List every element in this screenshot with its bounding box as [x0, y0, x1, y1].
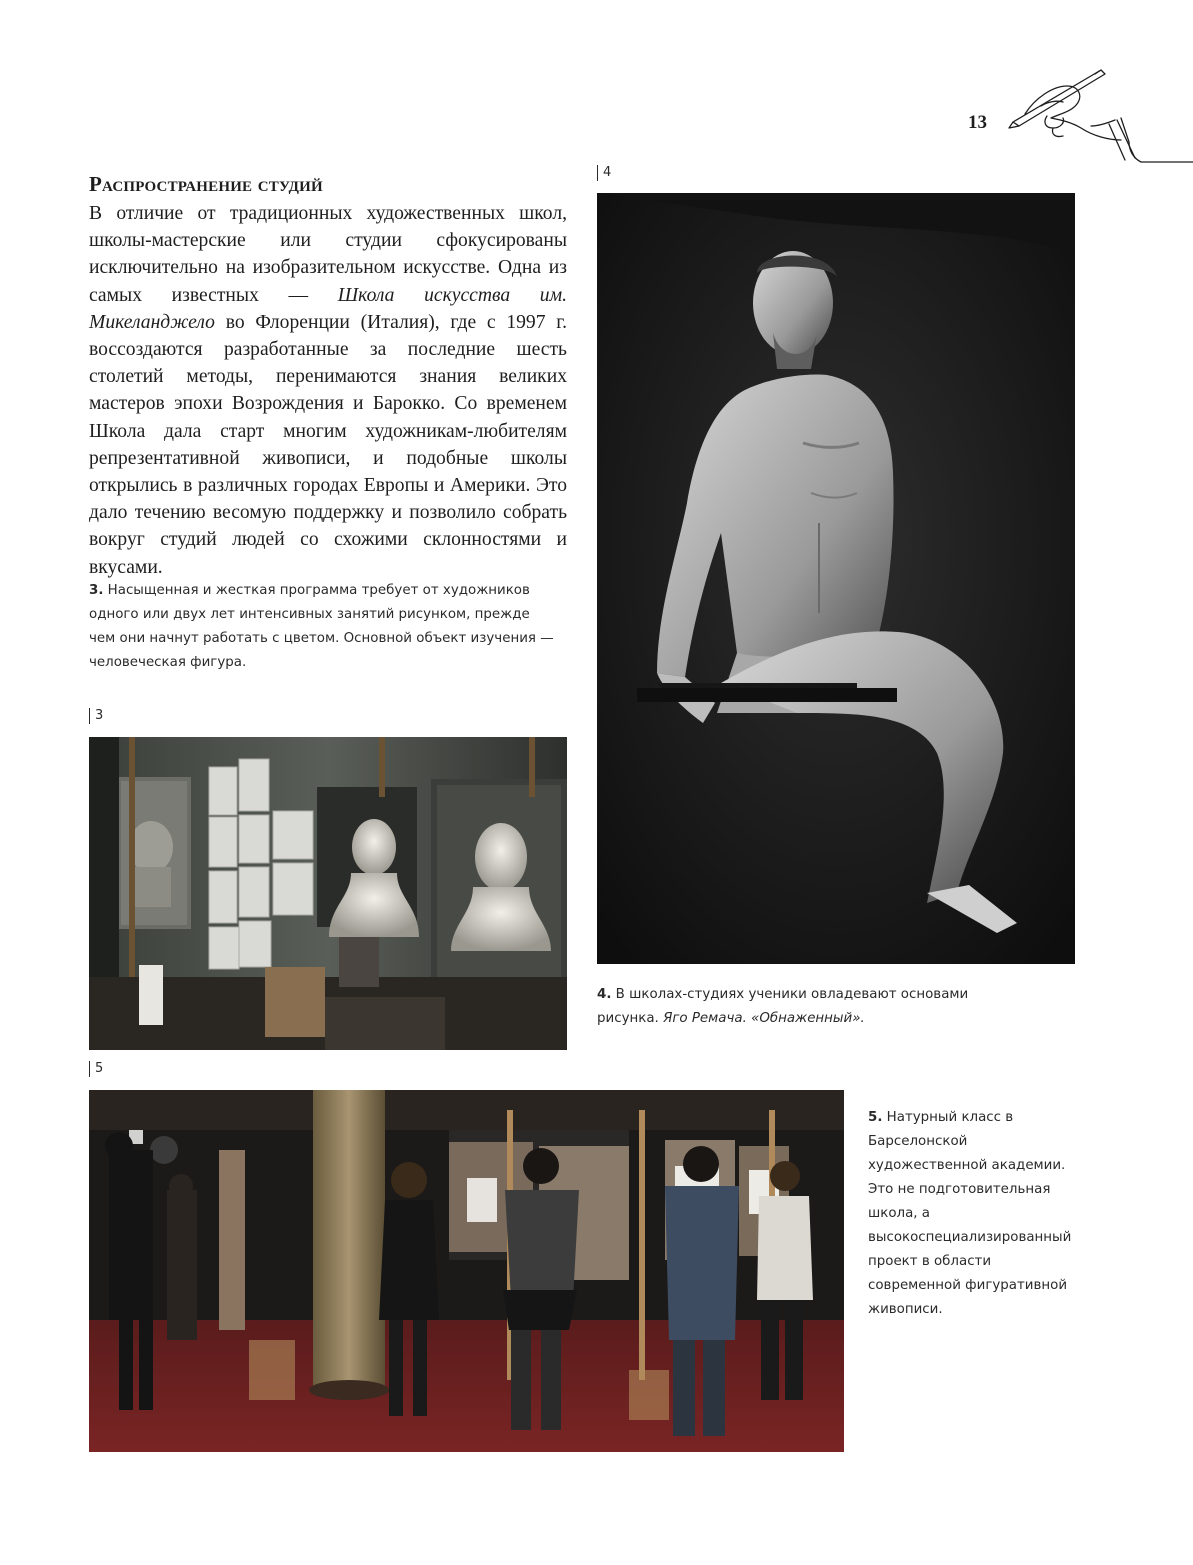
fig5-number: 5	[89, 1061, 103, 1077]
caption-fig5	[868, 1106, 1083, 1322]
body-text-part2: во Флоренции (Италия), где с 1997 г. воссоздаются разработанные за последние шесть столетий методы, перенимаются знания великих мастеров эпохи Возрождения и Барокко. Со временем Школа дала старт многим художникам-любителям репрезентативной живописи, и подобные школы открылись в различных городах Европы и Америки. Это дало течению весомую поддержку и позволило собрать вокруг студий людей со схожими склонностями и вкусами.	[89, 311, 567, 578]
caption-fig5-text: Натурный класс в Барселонской художественной академии. Это не подготовительная школа, а высокоспециализированный проект в области современной фигуративной живописи.	[868, 1110, 1072, 1317]
section-title: Распространение студий	[89, 172, 323, 196]
caption-fig3-text: Насыщенная и жесткая программа требует от художников одного или двух лет интенсивных занятий рисунком, прежде чем они начнут работать с цветом. Основной объект изучения — человеческая фигура.	[89, 583, 554, 670]
caption-fig4	[597, 983, 977, 1031]
photo-nude-drawing	[597, 193, 1075, 964]
caption-fig3	[89, 579, 559, 675]
caption-fig5-number: 5.	[868, 1110, 883, 1125]
caption-fig4-italic: Яго Ремача. «Обнаженный».	[663, 1011, 865, 1026]
caption-fig4-text: В школах-студиях ученики овладевают основами рисунка.	[597, 987, 969, 1026]
body-text-part1: В отличие от традиционных художественных школ, школы-мастерские или студии сфокусированы исключительно на изобразительном искусстве. Одна из самых известных —	[89, 203, 567, 306]
fig3-number: 3	[89, 708, 103, 724]
photo-studio-busts	[89, 737, 567, 1050]
caption-fig3-number: 3.	[89, 583, 104, 598]
caption-fig4-number: 4.	[597, 987, 612, 1002]
body-text	[89, 200, 567, 581]
page-number: 13	[968, 112, 987, 133]
body-text-italic: Школа искусства им. Микеланджело	[89, 284, 567, 333]
photo-life-drawing-class	[89, 1090, 844, 1452]
fig4-number: 4	[597, 165, 611, 181]
hand-with-pencil-icon	[1005, 62, 1193, 172]
